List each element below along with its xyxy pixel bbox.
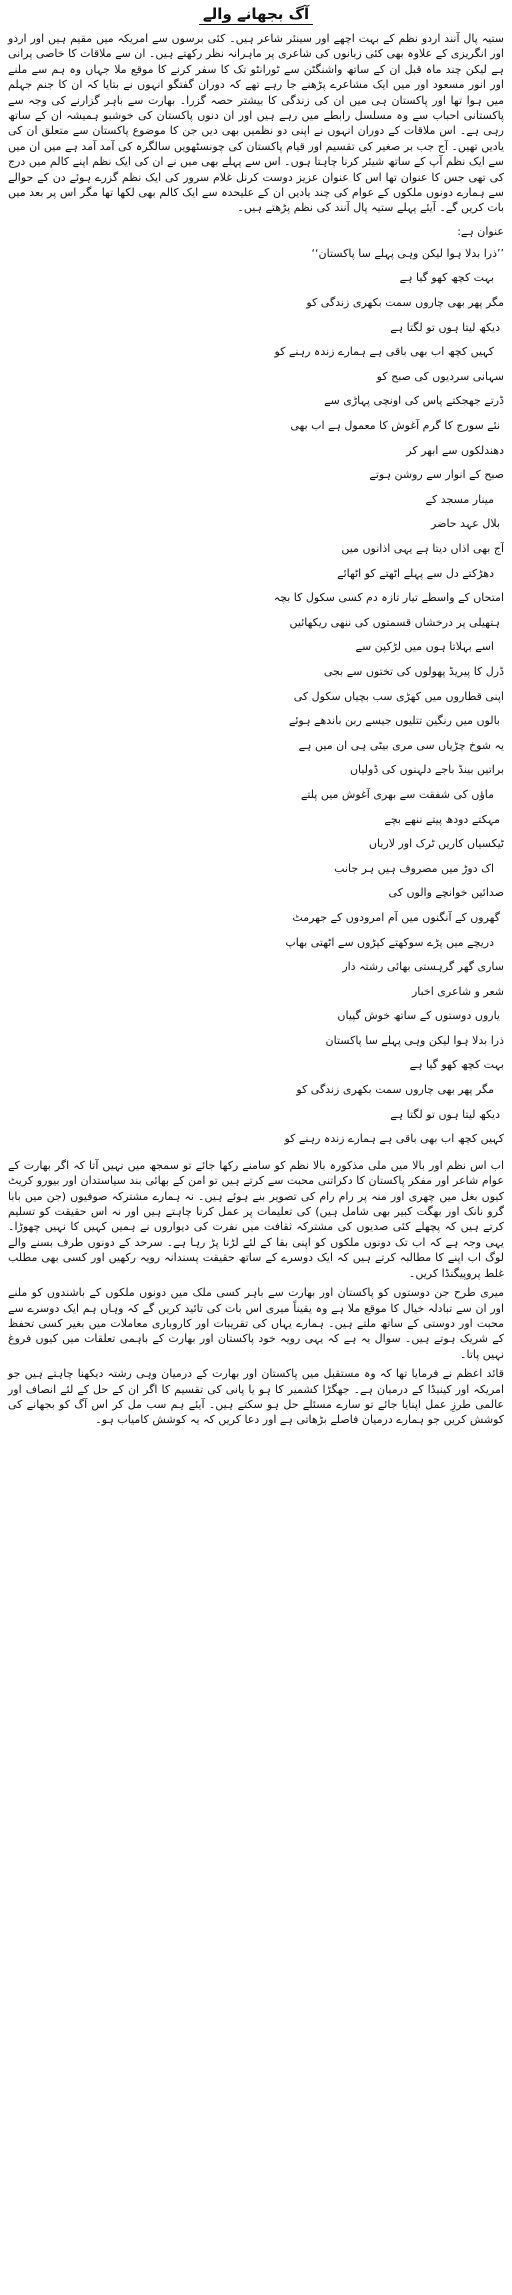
poem-line: ڈرتے جھجکتے پاس کی اونچی پہاڑی سے [324, 394, 504, 408]
poem-line: ’’ذرا بدلا ہوا لیکن وہی پہلے سا پاکستان‘‘ [311, 246, 504, 260]
poem-line: نئے سورج کا گرم آغوش کا معمول ہے اب بھی [290, 419, 500, 433]
poem-line: اپنی قطاروں میں کھڑی سب بچیاں سکول کی [293, 689, 504, 703]
poem-line: آج بھی اذاں دیتا ہے یہی اذانوں میں [341, 542, 504, 555]
poem-line: دھڑکتے دل سے پہلے اٹھتے کو اٹھائے [337, 566, 494, 580]
poem [8, 242, 504, 1152]
article-intro: ستیہ پال آنند اردو نظم کے بہت اچھے اور سینئر شاعر ہیں۔ کئی برسوں سے امریکہ میں مقیم ہیں اور اردو اور انگریزی کے علاوہ بھی کئی زبانوں کی شاعری پر ماہرانہ نظر رکھتے ہیں۔ ان سے ملاقات کا خاصی پرانی ہے لیکن چند ماہ قبل ان کے ساتھ واشنگٹن سے ٹورانٹو تک کا سفر کرنے کا موقع ملا جہاں وہ ہم سے ملنے اور انور مسعود اور میں ایک مشاعرے پڑھنے جا رہے تھے کہ دوران گفتگو انہوں نے بتایا کہ ان کا جنم جہلم میں ہوا تھا اور پاکستان ہی میں ان کی زندگی کا بیشتر حصہ گزرا۔ بھارت سے باہر گزارنے کی وجہ سے پاکستانی احباب سے وہ مسلسل رابطے میں رہے ہیں اور ان دنوں پاکستان کی خوشبو ہمیشہ ان کے ساتھ رہی ہے۔ اس ملاقات کے دوران انہوں نے اپنی دو نظمیں بھی دیں جن کا موضوع پاکستان سے متعلق ان کی یادیں تھیں۔ آج جب بر صغیر کی تقسیم اور قیام پاکستان کی چونسٹھویں سالگرہ کی آمد آمد ہے میں ان میں سے ایک نظم آپ کے ساتھ شیئر کرنا چاہتا ہوں۔ اس سے پہلے بھی میں نے ان کی ایک نظم اپنے کالم میں درج کی تھی جس کا عنوان تھا اس کا عنوان عزیز دوست کرنل غلام سرور کی ایک نظم گزرے ہوئے دن کے حوالے سے ہمارے دونوں ملکوں کے عوام کی چند یادیں ان کے علیحدہ سے ایک کالم بھی لکھا تھا مگر اس پر بعد میں بات کریں گے۔ آیئے پہلے ستیہ پال آنند کی نظم پڑھتے ہیں۔ [8, 32, 504, 215]
poem-line: بلال عہد حاضر [431, 517, 500, 531]
closing-paragraph: اب اس نظم اور بالا میں ملی مذکورہ بالا نظم کو سامنے رکھا جائے تو سمجھ میں نہیں آتا کہ اگر بھارت کے عوام شاعر اور مفکر پاکستان کا دکراتنی محبت سے کرتے ہیں تو امن کے بھائی بند سیاستدان اور بیورو کریٹ کیوں بغل میں چھری اور منہ پر رام رام کی تصویر بنے ہوئے ہیں۔ نہ ہمارے مشترکہ صوفیوں (جن میں بابا گرو نانک اور بھگت کبیر بھی شامل ہیں) کی تعلیمات پر عمل کرنا چاہتے ہیں اور نہ اس حقیقت کو تسلیم کرتے ہیں کہ پچھلے کئی صدیوں کی مشترکہ ثقافت میں نفرت کی دیواروں نے ہمیں کہیں کا نہیں چھوڑا۔ یہی وجہ ہے کہ اب تک دونوں ملکوں کو اپنی بقا کے لئے لڑنا پڑ رہا ہے۔ سرحد کے دونوں طرف بسنے والے لوگ اب اپنے کا مطالبہ کرتے ہیں کہ ایک دوسرے کے ساتھ حقیقت پسندانہ رویہ رکھیں اور کسی بھی مطلب غلط پروپیگنڈا کریں۔ [8, 1158, 504, 1280]
poem-line: اسے بہلاتا ہوں میں لڑکپن سے [355, 640, 494, 654]
poem-line: یاروں دوستوں کے ساتھ خوش گپیاں [337, 1009, 500, 1023]
poem-line: صدائیں خوانچے والوں کی [388, 886, 504, 900]
poem-line: براتیں بینڈ باجے دلہنوں کی ڈولیاں [349, 763, 504, 777]
poem-line: مینار مسجد کے [425, 492, 494, 506]
poem-line: یہ شوخ چڑیاں سی مری بیٹی ہی ان میں ہے [298, 738, 504, 752]
closing-paragraph: میری طرح جن دوستوں کو پاکستان اور بھارت سے باہر کسی ملک میں دونوں ملکوں کے باشندوں کو ملنے اور ان سے تبادلہ خیال کا موقع ملا ہے وہ یقیناً میری اس بات کی تائید کریں گے کہ وہاں ہم ایک دوسرے سے محبت اور دوستی کے ساتھ ملتے ہیں۔ ہمارے یہاں کی تقریبات اور کاروباری معاملات میں بغیر کسی تحفظ کے شریک ہوتے ہیں۔ سوال یہ ہے کہ یہی رویہ خود پاکستان اور بھارت کے باہمی تعلقات میں کیوں فروغ نہیں پاتا۔ [8, 1286, 504, 1361]
poem-line: بالوں میں رنگین تتلیوں جیسے ربن باندھے ہوئے [288, 714, 500, 728]
poem-line: ذرا بدلا ہوا لیکن وہی پہلے سا پاکستان [325, 1033, 504, 1047]
article-closing [8, 1158, 504, 1428]
poem-line: سہانی سردیوں کی صبح کو [376, 369, 504, 383]
poem-line: صبح کے انوار سے روشن ہوتے [369, 468, 504, 482]
poem-line: دھندلکوں سے ابھر کر [406, 443, 504, 457]
poem-line: ماؤں کی شفقت سے بھری آغوش میں پلتے [300, 787, 494, 801]
poem-line: کہیں کچھ اب بھی باقی ہے ہمارے زندہ رہنے کو [274, 345, 494, 359]
poem-line: دیکھ لیتا ہوں تو لگتا ہے [390, 1107, 500, 1121]
poem-line: ہتھیلی پر درخشاں قسمتوں کی ننھی ریکھائیں [289, 615, 500, 629]
poem-line: مہکتے دودھ پیتے ننھے بچے [384, 812, 500, 826]
poem-line: مگر پھر بھی چاروں سمت بکھری زندگی کو [306, 296, 504, 310]
poem-line: دیکھ لیتا ہوں تو لگتا ہے [390, 320, 500, 334]
poem-line: ڈرل کا پیریڈ پھولوں کی تختوں سے بجی [323, 664, 504, 678]
poem-line: گھروں کے آنگنوں میں آم امرودوں کے جھرمٹ [292, 910, 500, 924]
article-title: آگ بجھانے والے [8, 4, 504, 25]
poem-line: بہت کچھ کھو گیا ہے [399, 271, 494, 285]
poem-line: ٹیکسیاں کاریں ٹرک اور لاریاں [368, 837, 504, 851]
closing-paragraph: قائد اعظم نے فرمایا تھا کہ وہ مستقبل میں پاکستان اور بھارت کے درمیان وہی رشتہ دیکھنا چاہتے ہیں جو امریکہ اور کینیڈا کے درمیان ہے۔ جھگڑا کشمیر کا ہو یا پانی کی تقسیم کا اگر ان کے حل کے لئے انصاف اور عالمی طرزِ عمل اپنایا جائے تو سارے مسئلے حل ہو سکتے ہیں۔ آیئے ہم سب مل کر اس آگ کو بجھانے کی کوشش کریں جو ہمارے درمیان فاصلے بڑھاتی ہے اور دعا کریں کہ یہ کوشش کامیاب ہو۔ [8, 1367, 504, 1427]
poem-line: بہت کچھ کھو گیا ہے [409, 1058, 504, 1072]
poem-line: ساری گھر گرہستی بھائی رشتہ دار [342, 960, 504, 974]
poem-label: عنوان ہے: [457, 224, 504, 238]
poem-line: دریچے میں پڑے سوکھتے کپڑوں سے اٹھتی بھاپ [285, 935, 494, 949]
poem-line: کہیں کچھ اب بھی باقی ہے ہمارے زندہ رہنے کو [284, 1132, 504, 1146]
poem-line: اک دوڑ میں مصروف ہیں ہر جانب [334, 861, 494, 875]
poem-line: امتحاں کے واسطے تیار تازہ دم کسی سکول کا بچہ [273, 591, 504, 605]
poem-line: مگر پھر بھی چاروں سمت بکھری زندگی کو [296, 1083, 494, 1097]
poem-line: شعر و شاعری اخبار [411, 984, 504, 998]
